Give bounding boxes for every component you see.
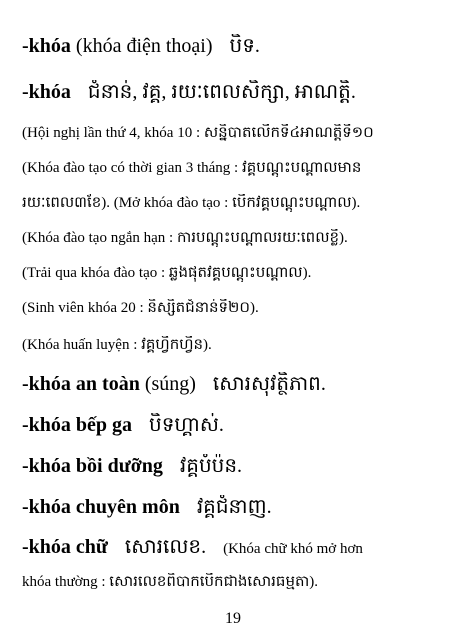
khmer-translation: បិទហ្គាស់. — [149, 414, 224, 436]
khmer-translation: បិទ. — [229, 35, 260, 57]
headword: -khóa chữ — [22, 536, 108, 558]
example-line: (Hội nghị lần thứ 4, khóa 10 : សន្និបាតលើកទី៤អាណត្តិទី១០ — [22, 125, 374, 141]
example-line: (Khóa đào tạo ngắn hạn : ការបណ្តុះបណ្តាលរយៈពេលខ្លី). — [22, 230, 348, 246]
entry-khoa-an-toan — [22, 372, 452, 396]
vietnamese-gloss: (súng) — [144, 373, 196, 395]
headword: -khóa bồi dưỡng — [22, 455, 163, 477]
vietnamese-gloss: (Khóa chữ khó mở hơn — [223, 541, 363, 557]
entry-khoa-bep-ga — [22, 413, 452, 437]
headword: -khóa — [22, 35, 71, 57]
example-line: (Khóa đào tạo có thời gian 3 tháng : វគ្គបណ្តុះបណ្តាលមាន — [22, 160, 362, 176]
example-line: (Sinh viên khóa 20 : និស្សិតជំនាន់ទី២០). — [22, 300, 259, 316]
headword: -khóa — [22, 81, 71, 103]
khmer-translation: វគ្គជំនាញ. — [196, 496, 272, 518]
khmer-translation: សោរសុវត្ថិភាព. — [212, 373, 326, 395]
entry-khoa-boi-duong — [22, 454, 452, 478]
khmer-translation: ជំនាន់, វគ្គ, រយៈពេលសិក្សា, អាណត្តិ. — [87, 81, 356, 103]
khmer-translation: វគ្គបំប៉ន. — [179, 455, 243, 477]
example-line: រយៈពេល៣ខែ). (Mở khóa đào tạo : បើកវគ្គបណ្តុះបណ្តាល). — [22, 195, 361, 211]
example-line: khóa thường : សោរលេខពិបាកបើកជាងសោរធម្មតា). — [22, 574, 319, 590]
khmer-translation: សោរលេខ. — [124, 536, 207, 558]
example-line: (Trải qua khóa đào tạo : ឆ្លងផុតវគ្គបណ្តុះបណ្តាល). — [22, 265, 312, 281]
entry-khoa-phone — [22, 34, 452, 58]
headword: -khóa an toàn — [22, 373, 140, 395]
page-number: 19 — [225, 610, 241, 627]
example-line: (Khóa huấn luyện : វគ្គហ្វឹកហ្វឺន). — [22, 337, 212, 353]
entry-khoa-chuyen-mon — [22, 495, 452, 519]
headword: -khóa bếp ga — [22, 414, 133, 436]
headword: -khóa chuyên môn — [22, 496, 180, 518]
entry-khoa-course — [22, 80, 452, 104]
entry-khoa-chu — [22, 535, 452, 559]
vietnamese-gloss: (khóa điện thoại) — [75, 35, 213, 57]
